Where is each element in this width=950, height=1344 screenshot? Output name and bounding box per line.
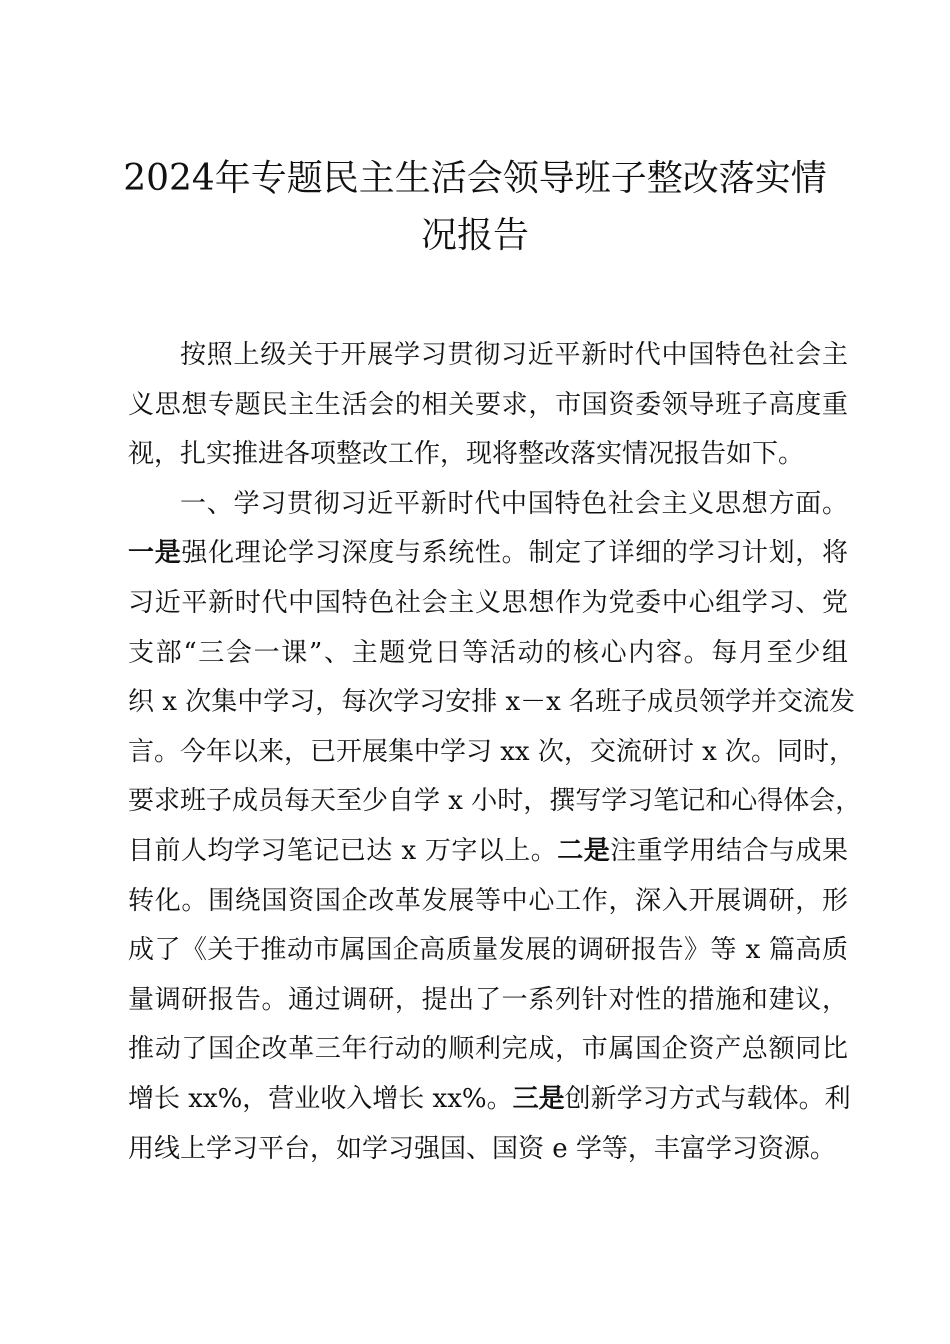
body-line [128,777,862,827]
body-line [128,579,848,629]
body-text-segment: 强化理论学习深度与系统性。制定了详细的学习计划，将 [181,538,848,569]
body-text-segment: 要求班子成员每天至少自学 x 小时，撰写学习笔记和心得体会， [128,786,862,817]
body-text-segment: 用线上学习平台，如学习强国、国资 e 学等，丰富学习资源。 [128,1133,836,1164]
body-line [128,926,848,976]
title-line-2: 况报告 [420,215,529,256]
title-line-1: 2024年专题民主生活会领导班子整改落实情 [123,158,827,199]
body-text-segment: 按照上级关于开展学习贯彻习近平新时代中国特色社会主 [180,340,848,370]
body-text-segment: 一、学习贯彻习近平新时代中国特色社会主义思想方面。 [180,488,848,519]
body-line [128,331,848,381]
body-text-segment: 习近平新时代中国特色社会主义思想作为党委中心组学习、党 [128,587,848,618]
body-line [128,827,848,877]
bold-lead-text: 一是 [128,538,182,569]
body-line [128,1075,851,1125]
bold-lead-text: 三是 [512,1083,565,1114]
body-line [128,381,848,431]
body-text-segment: 支部“三会一课”、主题党日等活动的核心内容。每月至少组 [128,637,848,668]
body-text-segment: 言。今年以来，已开展集中学习 xx 次，交流研讨 x 次。同时， [128,736,856,767]
document-title [100,150,850,264]
body-line [128,1125,848,1175]
body-text-segment: 织 x 次集中学习，每次学习安排 x－x 名班子成员领学并交流发 [128,687,856,718]
bold-lead-text: 二是 [557,835,611,866]
body-line [128,430,848,480]
body-line [128,480,848,530]
body-text-segment: 义思想专题民主生活会的相关要求，市国资委领导班子高度重 [128,389,848,420]
body-text-segment: 视，扎实推进各项整改工作，现将整改落实情况报告如下。 [128,439,805,470]
body-text-segment: 量调研报告。通过调研，提出了一系列针对性的措施和建议， [128,984,848,1015]
body-text-segment: 成了《关于推动市属国企高质量发展的调研报告》等 x 篇高质 [128,935,848,966]
body-line [128,1025,848,1075]
body-line [128,728,856,778]
body-line [128,976,848,1026]
body-line [128,678,856,728]
body-line [128,877,848,927]
body-text-segment: 增长 xx%，营业收入增长 xx%。 [128,1083,513,1114]
body-text-segment: 推动了国企改革三年行动的顺利完成，市属国企资产总额同比 [128,1034,848,1065]
body-text-segment: 目前人均学习笔记已达 x 万字以上。 [128,835,558,866]
document-body [128,331,862,1174]
body-text-segment: 转化。围绕国资国企改革发展等中心工作，深入开展调研，形 [128,885,848,916]
body-text-segment: 注重学用结合与成果 [610,835,848,866]
body-text-segment: 创新学习方式与载体。利 [564,1083,851,1114]
body-line [128,629,848,679]
body-line [128,529,848,579]
